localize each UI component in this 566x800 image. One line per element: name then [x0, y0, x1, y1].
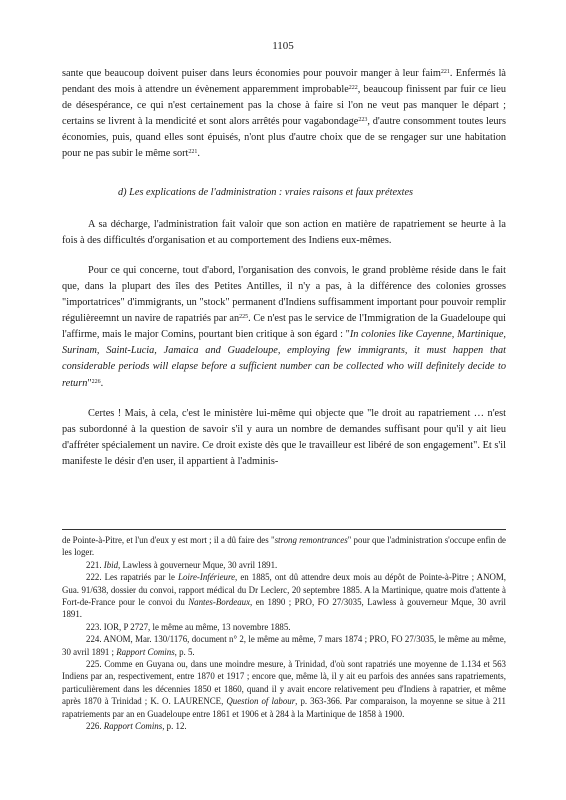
text-run: . Ce n'est pas le service de l'Immigration de la Guadeloupe qui l'affirme, mais le major Comins, pourtant bien critique à son égard : ": [62, 313, 506, 341]
text-run: .: [100, 377, 104, 389]
quoted-text: In colonies like Cayenne, Martinique, Surinam, Saint-Lucia, Jamaica and Guadeloupe, employing few immigrants, it must happen that considerable periods will elapse before a sufficient number can be collected who will definitely decide to return: [62, 329, 506, 389]
italic-run: Rapport Comins: [116, 646, 175, 657]
footnote-continuation: [62, 534, 506, 559]
italic-run: Loire-Inférieure: [178, 572, 236, 583]
footnotes: [62, 534, 506, 733]
footnote-ref: 225: [239, 314, 249, 321]
paragraph-4: Certes ! Mais, à cela, c'est le ministère lui-même qui objecte que "le droit au rapatriement … n'est pas subordonné à la question de savoir s'il y aura un nombre de demandes suffisant pour qu'il y ait lieu d'affréter spécialement un navire. Ce droit existe dès que le travailleur est libéré de son engagement". Et s'il manifeste le désir d'en user, il appartient à l'adminis-: [62, 407, 506, 467]
footnote-223: 223. IOR, P 2727, le même au même, 13 novembre 1885.: [86, 621, 291, 632]
italic-run: Nantes-Bordeaux: [188, 597, 251, 608]
paragraph-1: [62, 66, 506, 163]
text-run: Pour ce qui concerne, tout d'abord, l'organisation des convois, le grand problème réside dans le fait que, dans la plupart des îles des Petites Antilles, il n'y a pas, à la différence des colonies grosses "importatrices" d'immigrants, un "stock" permanent d'Indiens suffisamment important pour pouvoir remplir régulièreemnt un navire de rapatriés par an: [62, 264, 506, 325]
text-run: . Enfermés là pendant des mois à attendre un évènement apparemment improbable: [62, 68, 506, 96]
text-run: , beaucoup finissent par fuir ce lieu de désespérance, ce qui n'est certainement pas la chose à faire si l'on ne veut pas manquer le départ ; certains se livrent à la mendicité et sont alors arrêtés pour vagabondage: [62, 84, 506, 128]
footnote-ref: 223: [358, 117, 368, 124]
footnote-ref: 222: [348, 85, 358, 92]
text-run: 225. Comme en Guyana ou, dans une moindre mesure, à Trinidad, d'où sont rapatriés une moyenne de 1.134 et 563 Indiens par an, respectivement, entre 1870 et 1917 ; encore que, même là, il y ait eu parfois des années sans rapatriements, particulièrement dans les décennies 1850 et 1860, quand il y avait encore relativement peu d'Indiens à rapatrier, et même après 1870 à Trinidad ; K. O. LAURENCE,: [62, 659, 506, 707]
text-run: 222. Les rapatriés par le: [86, 572, 179, 583]
text-run: " pour que l'administration s'occupe enfin de les loger.: [62, 535, 506, 558]
footnote-226: [62, 720, 506, 732]
text-run: ": [87, 377, 92, 389]
footnote-divider: [62, 529, 506, 530]
main-text: [62, 66, 506, 470]
text-run: de Pointe-à-Pitre, et l'un d'eux y est mort ; il a dû faire des ": [62, 535, 275, 545]
italic-run: Ibid: [103, 559, 119, 570]
text-run: , p. 5.: [174, 646, 195, 657]
footnote-221: [62, 559, 506, 571]
text-run: , en 1890 ; PRO, FO 27/3035, Lawless à gouverneur Mque, 30 avril 1891.: [62, 597, 506, 620]
text-run: , Lawless à gouverneur Mque, 30 avril 1891.: [118, 559, 278, 570]
text-run: 224. ANOM, Mar. 130/1176, document n° 2, le même au même, 7 mars 1874 ; PRO, FO 27/3035, le même au même, 30 avril 1891 ;: [62, 634, 506, 657]
footnote-ref: 226: [91, 378, 101, 385]
section-heading: d) Les explications de l'administration : vraies raisons et faux prétextes: [118, 186, 414, 198]
italic-run: Question of labour: [226, 696, 296, 707]
page-number: 1105: [272, 40, 294, 52]
paragraph-3: [62, 263, 506, 392]
text-run: , p. 12.: [162, 721, 187, 732]
footnote-224: [62, 633, 506, 658]
italic-run: Rapport Comins: [103, 721, 163, 732]
footnote-ref: 221: [440, 69, 450, 75]
text-run: , d'autre consomment toutes leurs économies, puis, quand elles sont épuisés, n'ont plus d'autre choix que de se rengager sur une habitation pour ne pas subir le même sort: [62, 116, 506, 160]
footnote-ref: 221: [188, 149, 198, 156]
text-run: sante que beaucoup doivent puiser dans leurs économies pour pouvoir manger à leur faim: [62, 68, 441, 79]
text-run: 221.: [86, 559, 104, 570]
text-run: , p. 363-366. Par comparaison, la moyenne se situe à 211 rapatriements par an en Guadeloupe entre 1861 et 1906 et à 284 à la Martinique de 1858 à 1900.: [62, 696, 506, 719]
text-run: , en 1885, ont dû attendre deux mois au dépôt de Pointe-à-Pitre ; ANOM, Gua. 91/638, dossier du convoi, rapport médical du Dr Leclerc, 20 septembre 1885. A la Martinique, quatre mois d'attente à Fort-de-France pour le convoi du: [62, 572, 506, 608]
text-run: 226.: [86, 721, 104, 732]
footnote-222: [62, 571, 506, 621]
footnote-225: [62, 658, 506, 720]
italic-run: strong remontrances: [274, 535, 348, 545]
text-run: .: [197, 148, 200, 160]
paragraph-2: A sa décharge, l'administration fait valoir que son action en matière de rapatriement se heurte à la fois à des difficultés d'organisation et au comportement des Indiens eux-mêmes.: [62, 218, 506, 246]
